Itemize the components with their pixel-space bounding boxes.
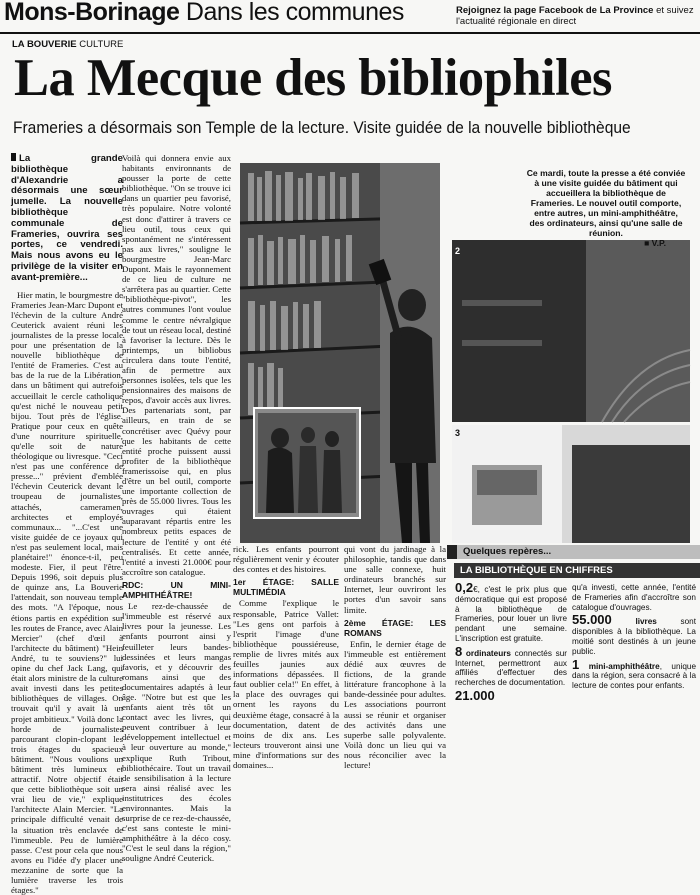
figure-investment: 21.000 — [455, 687, 495, 703]
article-column-1 — [11, 153, 123, 895]
article-column-3 — [233, 544, 339, 770]
room-photo — [452, 425, 690, 543]
headline: La Mecque des bibliophiles — [14, 49, 612, 107]
amphitheatre-photo — [452, 240, 690, 422]
top-rule — [0, 32, 700, 34]
body-text: Enfin, le dernier étage de l'immeuble est entièrement dédié aux œuvres de fictions, de la grande littérature francophone à la bande-dessinée pour adultes. Les associations pourront aussi se réunir et organiser des activités dans une superbe salle polyvalente. Voilà donc un lieu qui va nous réconcilier avec la lecture! — [344, 638, 446, 770]
body-text: Hier matin, le bourgmestre de Frameries Jean-Marc Dupont et l'échevin de la culture André Ceuterick avaient réuni les journalistes de la presse locale pour une présentation de la nouvelle bibliothèque de l'entité de Frameries. C'est au bas de la rue de la Libération, dans un bâtiment qui autrefois accueillait le cercle catholique qu'est niché le nouveau petit bijou. Tout près de l'église. Pratique pour ceux en quête d'une nourriture spirituelle, qu'elle soit de nature théologique ou livresque. "Ceci n'est pas une conférence de presse..." prévient d'emblée l'échevin Ceuterick devant le troupeau de journalistes, attachés, cameramen, architectes et employés communaux... "...C'est une visite guidée de ce joyaux qui n'est pas seulement local, mais planétaire!" énonce-t-il, peu modeste. Fier, il peut l'être. Depuis 1996, soit depuis plus de quinze ans, La Bouverie l'attendait, son nouveau temple des mots. "A l'époque, nous étions partis en expédition sur les routes de France, avec Alain Mercier" (chef d'œil à l'architecte du bâtiment) "Hein André, tu te souviens?" lui opine du chef Jack Lang, qui était alors ministre de la culture avait investi dans les petites bibliothèques de villages. On trouvait qu'il y avait là un projet ambitieux." Voilà donc la horde de journalistes parcourant clopin-clopant les trois étages du spacieux bâtiment. "Nous voulions un bâtiment très lumineux et attractif. Notre objectif était que cette bibliothèque soit un vrai lieu de vie," explique l'architecte Alain Mercier. "La principale difficulté venait de la situation très enclavée de l'immeuble. Peu de lumière passe. C'est pour cela que nous avons eu l'idée d'y placer une mezzanine de sorte que la lumière traverse les trois étages." — [11, 289, 123, 895]
figures-column-1 — [455, 580, 567, 703]
reperes-header — [447, 545, 700, 559]
lead-paragraph: La grande bibliothèque d'Alexandrie a désormais une sœur jumelle. La nouvelle bibliothèque communale de Frameries, ouvrira ses portes, ce vendredi. Mais nous avons eu le privilège de la visiter en avant-première... — [11, 153, 123, 283]
photo-number-3: 3 — [455, 428, 461, 438]
article-column-4 — [344, 544, 446, 770]
amphitheatre-photo-image — [452, 240, 690, 422]
section-heading: RDC: UN MINI-AMPHITHÉÂTRE! — [122, 579, 231, 601]
figures-column-2 — [572, 583, 696, 700]
figure-investment-text: qu'a investi, cette année, l'entité de Frameries afin d'accroître son catalogue d'ouvrages. — [572, 583, 696, 612]
bookshelf-photo-image — [240, 163, 440, 543]
main-photo — [240, 163, 440, 543]
figure-books: 55.000 livres sont disponibles à la bibliothèque. La moitié sont destinés à un jeune public. — [572, 612, 696, 656]
section-heading: 1er ÉTAGE: SALLE MULTIMÉDIA — [233, 577, 339, 598]
room-photo-image — [452, 425, 690, 543]
article-column-2 — [122, 153, 231, 864]
figure-amphitheatre: 1 mini-amphithéâtre, unique dans la région, sera consacré à la lecture de contes pour enfants. — [572, 656, 697, 691]
figure-price: 0,2€, c'est le prix plus que démocratique qui est proposé à la bibliothèque de Frameries, pour louer un livre pendant une semaine. L'inscription est gratuite. — [455, 580, 567, 643]
figure-computers: 8 ordinateurs connectés sur Internet, permettront aux affiliés d'effectuer des recherches de documentation. — [455, 643, 567, 688]
body-text: qui vont du jardinage à la philosophie, tandis que dans une salle connexe, huit ordinateurs branchés sur Internet, leur ouvriront les portes d'un savoir sans limite. — [344, 544, 446, 615]
subtitle: Frameries a désormais son Temple de la lecture. Visite guidée de la nouvelle bibliothèque — [13, 118, 631, 137]
body-text: Comme l'explique le responsable, Patrice Vallet: "Les gens ont parfois à l'esprit l'image d'une bibliothèque poussiéreuse, remplie de livres mités aux feuilles jaunies aux informations dépassées. Il faut oublier cela!" En effet, à la place des ouvrages qui ornent les rayons du deuxième étage, consacré à la documentation, datent de moins de dix ans. Les lecteurs trouveront ainsi une mine d'informations sur des domaines... — [233, 598, 339, 770]
chiffres-title: LA BIBLIOTHÈQUE EN CHIFFRES — [454, 563, 700, 578]
body-text: rick. Les enfants pourront régulièrement venir y écouter des contes et des histoires. — [233, 544, 339, 575]
photo-caption: Ce mardi, toute la presse a été conviée à une visite guidée du bâtiment qui accueillera la bibliothèque de Frameries. Le nouvel outil comporte, entre autres, un mini-amphithéâtre, des ordinateurs, ainsi qu'une salle de réunion. ■ V.P. — [526, 168, 686, 248]
facebook-promo[interactable]: Rejoignez la page Facebook de La Province et suivez l'actualité régionale en direct — [456, 5, 694, 27]
section-heading: 2ème ÉTAGE: LES ROMANS — [344, 617, 446, 638]
kicker: LA BOUVERIE CULTURE — [12, 39, 124, 50]
reperes-title: Quelques repères... — [463, 546, 552, 557]
body-text: Le rez-de-chaussée de l'immeuble est réservé aux livres pour la jeunesse. Les enfants pourront ainsi y feuilleter leurs bandes-dessinées et leurs mangas favoris, et y découvrir des romans ainsi que des documentaires adaptés à leur âge. "Notre but est que les enfants aient très tôt un contact avec les livres, qui peuvent contribuer à leur développement intellectuel et à leur ouverture au monde," explique Ruth Tribout, bibliothécaire. Tout un travail de sensibilisation à la lecture sera ainsi réalisé avec les institutrices des écoles environnantes. Mais la surprise de ce rez-de-chaussée, c'est sans conteste le mini-amphithéâtre à la déco cosy. "C'est le seul dans la région," souligne André Ceuterick. — [122, 601, 231, 864]
subsection-title: Dans les communes — [185, 0, 404, 26]
section-title: Mons-Borinage Dans les communes — [4, 0, 404, 26]
caption-credit: V.P. — [651, 238, 666, 248]
body-text: Voilà qui donnera envie aux habitants environnants de pousser la porte de cette bibliothèque. "On se trouve ici dans un quartier peu favorisé, très populaire. Notre volonté est donc d'attirer à travers ce lieu outil, tous ceux qui spontanément ne s'intéressent pas aux livres," souligne le bourgmestre Jean-Marc Dupont. Mais le rayonnement de ce lieu de culture ne s'arrêtera pas au quartier. Cette "bibliothèque-pivot", les autres communes l'ont voulue comme le centre névralgique de tout un réseau local, destiné à favoriser la lecture. Dès le printemps, un bibliobus circulera dans toute l'entité, afin de permettre aux personnes isolées, tels que les pensionnaires des maisons de repos, d'avoir accès aux livres. Des partenariats sont, par ailleurs, en train de se concrétiser avec Quévy pour que les habitants de cette entité proche puissent aussi profiter de la bibliothèque framerissoise qui, en plus d'être un bel outil, comporte une importante collection de près de 55.000 livres. Tous les ouvrages qui étaient auparavant répartis entre les nombreux petits espaces de lecture de l'entité y ont été centralisés. Et cette année, l'entité a investi 21.000€ pour accroître son catalogue. — [122, 153, 231, 577]
photo-number-2: 2 — [455, 246, 461, 256]
